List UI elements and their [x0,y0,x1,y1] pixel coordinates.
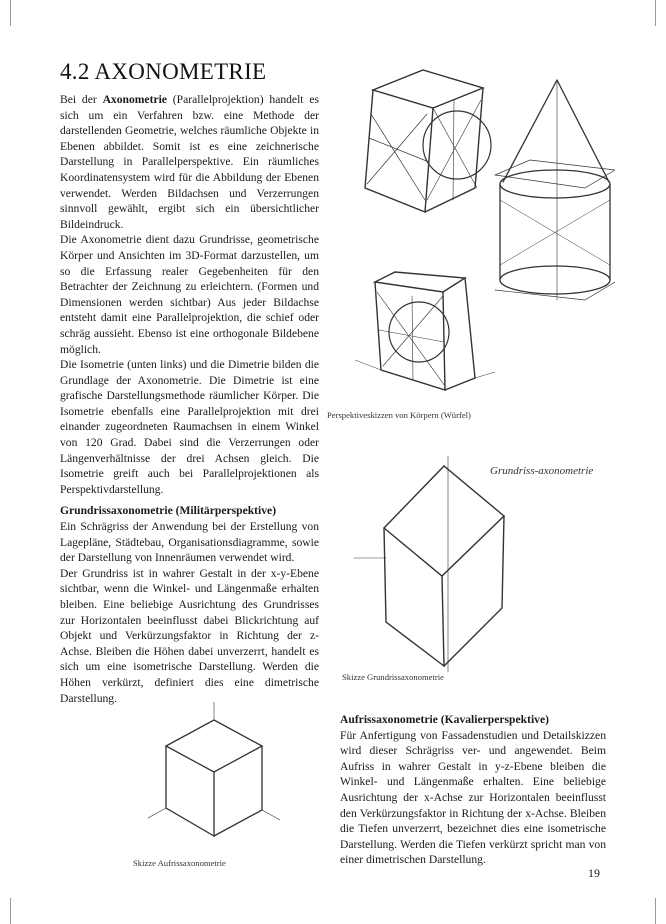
handwritten-note: Grundriss-axonometrie [490,465,594,477]
crop-mark-top-left [10,0,11,26]
grundriss-heading: Grundrissaxonometrie (Militärperspektive) [60,504,277,518]
crop-mark-bottom-left [10,898,11,924]
caption-perspective-sketches: Perspektiveskizzen von Körpern (Würfel) [327,410,471,420]
crop-mark-top-right [655,0,656,26]
intro-paragraph: Bei der Axonometrie (Parallelprojektion) handelt es sich um ein Verfahren bzw. eine Methode der darstellenden Geometrie, welches räumliche Objekte in Ebenen abbildet. Somit ist es eine zeichnerische Darstellung in Parallelperspektive. Ein räumliches Koordinatensystem wird für die Abbildung der Ebenen verwendet. Werden Bildachsen und Verzerrungen sinnvoll gewählt, ergibt sich ein übersichtlicher Bildeindruck. [60,93,320,231]
section-title: 4.2 AXONOMETRIE [60,59,267,84]
aufriss-axonometrie-sketch [130,700,290,850]
grundriss-paragraph-2: Der Grundriss ist in wahrer Gestalt in der x-y-Ebene sichtbar, wenn die Winkel- und Längenmaße erhalten bleiben. Eine beliebige Ausrichtung des Grundrisses zur Horizontalen beeinflusst dabei Blickrichtung auf Objekt und Verkürzungsfaktor in Richtung der z-Achse. Bleiben die Höhen dabei unverzerrt, handelt es sich um eine isometrische Darstellung. Werden die Höhen verkürzt, definiert dies eine dimetrische Darstellung. [60,566,319,705]
grundriss-paragraph-1: Ein Schrägriss der Anwendung bei der Erstellung von Lagepläne, Städtebau, Organisationsdiagramme, sowie der Darstellung von Innenräumen verwendet wird. [60,520,319,565]
perspective-sketches-figure [325,60,615,410]
aufriss-heading: Aufrissaxonometrie (Kavalierperspektive) [340,713,549,726]
right-column-text [340,712,606,868]
aufriss-paragraph: Für Anfertigung von Fassadenstudien und Detailskizzen wird dieser Schrägriss ver- und angewendet. Beim Aufriss in wahrer Gestalt in y-z-Ebene bleiben die Winkel- und Längenmaße erhalten. Eine beliebige Ausrichtung der x-Achse zur Horizontalen beeinflusst den Verkürzungsfaktor in Richtung der x-Achse. Bleiben die Tiefen unverzerrt, bezeichnet dies eine isometrische Darstellung. Werden die Tiefen verkürzt spricht man von einer dimetrischen Darstellung. [340,728,606,867]
paragraph-3: Die Isometrie (unten links) und die Dimetrie bilden die Grundlage der Axonometrie. Die Dimetrie ist eine grafische Darstellungsmethode räumlicher Körper. Die Isometrie ebenfalls eine Parallelprojektion mit drei einander zugeordneten Raumachsen in einem Winkel von 120 Grad. Dabei sind die Verzerrungen oder Längenverhältnisse der drei Achsen gleich. Die Isometrie greift auch bei Parallelprojektionen als Perspektivdarstellung. [60,358,319,496]
left-column-text [60,92,319,706]
crop-mark-bottom-right [655,898,656,924]
intro-term: Axonometrie [102,93,167,106]
paragraph-2: Die Axonometrie dient dazu Grundrisse, geometrische Körper und Ansichten im 3D-Format darzustellen, um so die Erfassung realer Gegebenheiten für den Betrachter der Zeichnung zu erleichtern. (Formen und Dimensionen werden sichtbar) Aus jeder Bildachse entsteht damit eine Parallelprojektion, die schief oder schräg aussieht. Ebenso ist eine orthogonale Bildebene möglich. [60,233,319,356]
caption-aufriss-axonometrie: Skizze Aufrissaxonometrie [133,858,226,868]
grundriss-axonometrie-sketch [350,446,600,676]
page-number: 19 [588,866,600,880]
caption-grundriss-axonometrie: Skizze Grundrissaxonometrie [342,672,444,682]
